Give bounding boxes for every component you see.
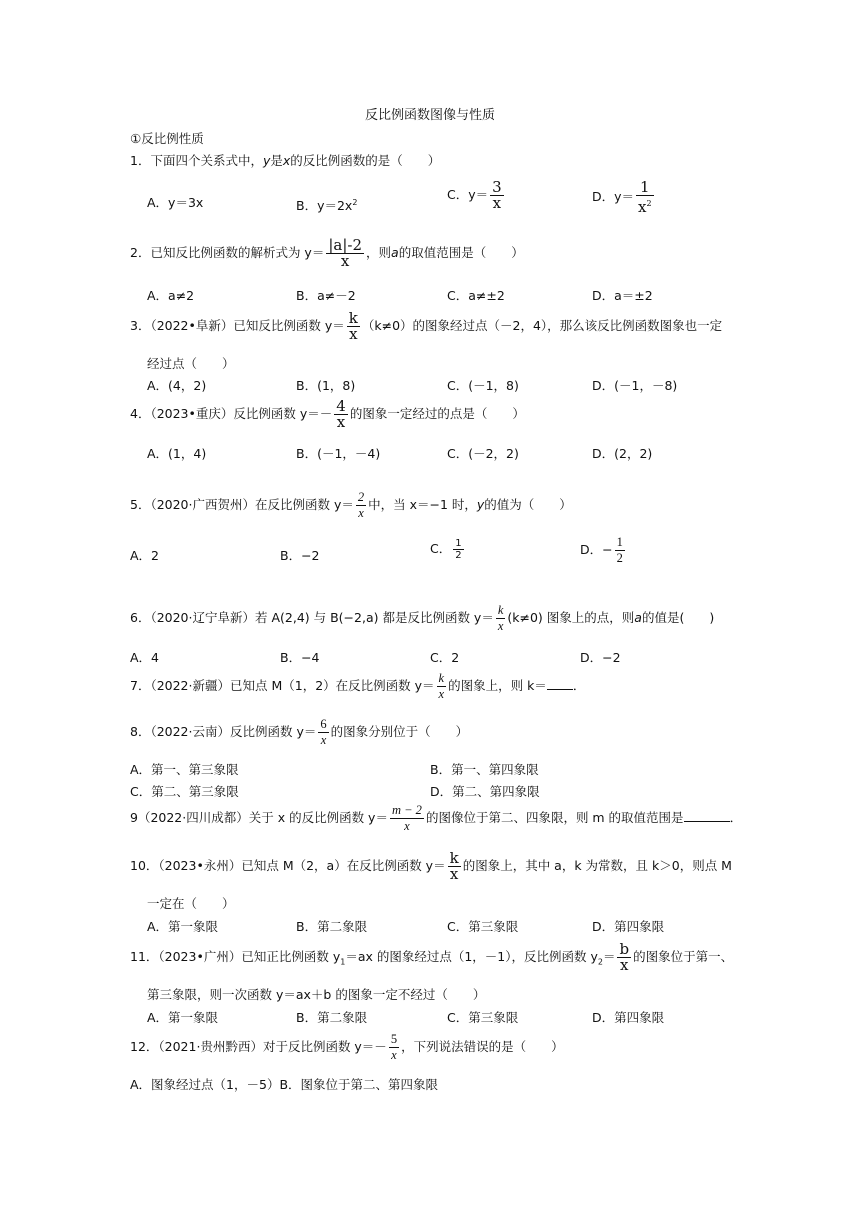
question-7-stem: 7．（2022·新疆）已知点 M（1，2）在反比例函数 y＝ $\frac{k}{x}$ 的图象上，则 k＝ ． [130, 671, 586, 701]
question-11-stem: 11．（2023•广州）已知正比例函数 $y_1=ax$ 的图象经过点（1，－1），反比例函数 $y_2=$ $\frac{b}{x}$ 的图象位于第一、 [130, 940, 734, 974]
question-10-option-c: C．第三象限 [447, 919, 519, 934]
question-5-option-b: B．−2 [280, 548, 320, 563]
fraction: $\frac{1}{2}$ [455, 538, 462, 561]
page-title: 反比例函数图像与性质 [364, 108, 495, 123]
question-3-option-c: C．(－1，8) [447, 378, 519, 393]
question-6-option-d: D．−2 [580, 650, 621, 665]
question-3-option-a: A．(4，2) [147, 378, 207, 393]
question-5-option-a: A．2 [130, 548, 160, 563]
question-10-option-a: A．第一象限 [147, 919, 219, 934]
fraction: $\frac{2}{x}$ [357, 490, 365, 520]
question-4-option-c: C．(－2，2) [447, 446, 519, 461]
fraction: $\frac{b}{x}$ [619, 940, 630, 974]
question-5-stem: 5．（2020·广西贺州）在反比例函数 y＝ $\frac{2}{x}$ 中，当 x＝−1 时，y的值为（ ） [130, 490, 572, 520]
question-10-option-b: B．第二象限 [296, 919, 368, 934]
fraction: $\frac{1}{x^2}$ [638, 178, 652, 216]
question-12-options-ab: A．图象经过点（1，－5）B．图象位于第二、第四象限 [130, 1077, 439, 1092]
question-4-option-b: B．(－1，－4) [296, 446, 381, 461]
fraction: $\frac{k}{x}$ [438, 671, 445, 701]
question-11-option-d: D．第四象限 [592, 1010, 665, 1025]
question-4-option-d: D．(2，2) [592, 446, 653, 461]
section-heading: ①反比例性质 [130, 131, 204, 146]
question-11-option-c: C．第三象限 [447, 1010, 519, 1025]
question-5-option-c: C． $\frac{1}{2}$ [430, 538, 462, 561]
question-2-option-b: B．a≠－2 [296, 288, 356, 303]
question-3-stem-continued: 经过点（ ） [147, 356, 235, 371]
fraction: $\frac{4}{x}$ [336, 397, 346, 431]
question-2-option-a: A．a≠2 [147, 288, 195, 303]
fraction: $\frac{5}{x}$ [390, 1032, 398, 1062]
fraction: $\frac{k}{x}$ [497, 603, 504, 633]
question-4-option-a: A．(1，4) [147, 446, 207, 461]
question-11-option-a: A．第一象限 [147, 1010, 219, 1025]
question-1-option-c: C．y＝ $\frac{3}{x}$ [447, 178, 502, 212]
question-1-stem: 1．下面四个关系式中，y是x的反比例函数的是（ ） [130, 153, 441, 168]
question-6-option-c: C．2 [430, 650, 460, 665]
fraction: $\frac{k}{x}$ [449, 849, 459, 883]
question-2-stem: 2．已知反比例函数的解析式为 y＝ $\frac{|a|-2}{x}$ ，则a的取值范围是（ ） [130, 236, 524, 270]
fraction: $\frac{3}{x}$ [492, 178, 502, 212]
question-1-option-a: A．y＝3x [147, 195, 204, 210]
question-3-stem: 3．（2022•阜新）已知反比例函数 y＝ $\frac{k}{x}$ （k≠0）的图象经过点（－2，4），那么该反比例函数图象也一定 [130, 309, 723, 343]
question-5-option-d: D．− $\frac{1}{2}$ [580, 535, 623, 565]
fraction: $\frac{k}{x}$ [348, 309, 358, 343]
question-2-option-c: C．a≠±2 [447, 288, 505, 303]
question-6-option-b: B．−4 [280, 650, 320, 665]
question-2-option-d: D．a＝±2 [592, 288, 653, 303]
question-10-stem-continued: 一定在（ ） [147, 896, 235, 911]
question-8-option-a: A．第一、第三象限 [130, 762, 239, 777]
question-6-option-a: A．4 [130, 650, 160, 665]
question-1-option-b: B．$y=2x^2$ [296, 198, 358, 214]
answer-blank[interactable] [684, 809, 730, 822]
fraction: $\frac{m - 2}{x}$ [391, 803, 422, 833]
question-3-option-b: B．(1，8) [296, 378, 356, 393]
answer-blank[interactable] [547, 677, 573, 690]
question-8-option-c: C．第二、第三象限 [130, 784, 239, 799]
question-11-option-b: B．第二象限 [296, 1010, 368, 1025]
fraction: $\frac{6}{x}$ [320, 717, 327, 747]
question-9-stem: 9（2022·四川成都）关于 x 的反比例函数 y＝ $\frac{m - 2}{x}$ 的图像位于第二、四象限，则 m 的取值范围是 ． [130, 803, 743, 833]
question-8-option-d: D．第二、第四象限 [430, 784, 540, 799]
question-6-stem: 6．（2020·辽宁阜新）若 A(2,4) 与 B(−2,a) 都是反比例函数 y＝ $\frac{k}{x}$ (k≠0) 图象上的点，则a的值是( ) [130, 603, 715, 633]
question-1-option-d: D．y＝ $\frac{1}{x^2}$ [592, 178, 652, 216]
question-8-option-b: B．第一、第四象限 [430, 762, 539, 777]
fraction: $\frac{|a|-2}{x}$ [328, 236, 362, 270]
question-8-stem: 8．（2022·云南）反比例函数 y＝ $\frac{6}{x}$ 的图象分别位于（ ） [130, 717, 469, 747]
question-11-stem-continued: 第三象限，则一次函数 y＝ax＋b 的图象一定不经过（ ） [147, 987, 486, 1002]
question-4-stem: 4．（2023•重庆）反比例函数 y＝－ $\frac{4}{x}$ 的图象一定经过的点是（ ） [130, 397, 525, 431]
question-12-stem: 12．（2021·贵州黔西）对于反比例函数 y＝－ $\frac{5}{x}$ ，下列说法错误的是（ ） [130, 1032, 564, 1062]
fraction: $\frac{1}{2}$ [616, 535, 623, 565]
question-10-option-d: D．第四象限 [592, 919, 665, 934]
question-10-stem: 10．（2023•永州）已知点 M（2，a）在反比例函数 y＝ $\frac{k}{x}$ 的图象上，其中 a，k 为常数，且 k＞0，则点 M [130, 849, 732, 883]
question-3-option-d: D．(－1，－8) [592, 378, 678, 393]
